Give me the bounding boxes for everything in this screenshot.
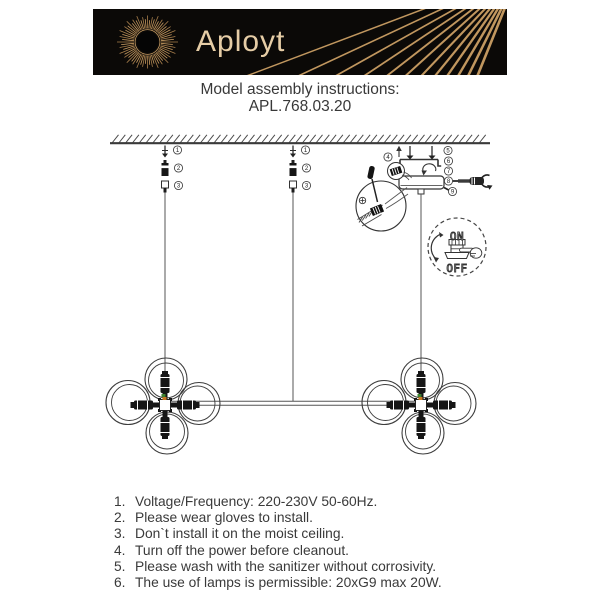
model-code: APL.768.03.20	[248, 98, 352, 115]
lamp-cluster-left	[106, 358, 220, 454]
screwdriver-icon	[367, 166, 375, 180]
callout-badge	[444, 146, 452, 154]
callout-badge	[173, 146, 181, 154]
callout-badge	[448, 187, 456, 195]
suspension-kit-center	[290, 146, 297, 402]
g9-bulb-icon	[417, 374, 426, 393]
svg-text:2: 2	[304, 166, 309, 173]
g9-bulb-icon	[177, 401, 196, 410]
callout-badge	[444, 157, 452, 165]
callout-badge	[384, 153, 392, 161]
cable-connector-icon	[290, 181, 297, 188]
callout-badge	[302, 181, 310, 189]
callout-badge	[301, 146, 309, 154]
instruction-item: 6. The use of lamps is permissible: 20xG9 max 20W.	[114, 575, 442, 591]
g9-bulb-icon	[161, 417, 170, 436]
cable-connector-icon	[162, 181, 169, 188]
instruction-item: 3. Don`t install it on the moist ceiling.	[114, 526, 345, 542]
callout-badge	[174, 164, 182, 172]
ceiling	[110, 135, 490, 143]
starburst-logo-icon	[117, 16, 178, 69]
svg-text:6: 6	[446, 159, 451, 166]
callout-badge	[302, 164, 310, 172]
svg-text:1: 1	[303, 148, 308, 155]
svg-text:1: 1	[175, 148, 180, 155]
brand-banner	[93, 9, 507, 75]
hub-icon	[160, 400, 171, 411]
g9-bulb-icon	[134, 401, 153, 410]
g9-bulb-icon	[433, 401, 452, 410]
svg-text:9: 9	[450, 189, 455, 196]
screwdriver-icon	[453, 177, 485, 185]
up-arrow-icon	[396, 146, 402, 151]
banner-art	[93, 9, 507, 75]
callout-badge	[444, 167, 452, 175]
pendant-rod	[167, 401, 419, 405]
callout-badge	[174, 181, 182, 189]
suspension-kit-left	[162, 146, 169, 373]
instruction-list	[114, 494, 514, 591]
switch-off-label: OFF	[446, 262, 468, 275]
anchor-icon	[290, 163, 297, 176]
g9-bulb-icon	[161, 374, 170, 393]
canopy-icon	[399, 176, 444, 189]
ceiling-screw-icon	[162, 154, 168, 158]
instruction-item: 2. Please wear gloves to install.	[114, 510, 313, 526]
switch-on-label: ON	[449, 230, 465, 243]
diagram-artwork	[106, 135, 493, 454]
instruction-item: 5. Please wash with the sanitizer without corrosivity.	[114, 558, 437, 574]
svg-text:3: 3	[304, 183, 309, 190]
sheet-title: Model assembly instructions:	[200, 81, 400, 98]
instruction-item: 4. Turn off the power before cleanout.	[114, 542, 349, 558]
svg-text:7: 7	[446, 169, 451, 176]
svg-text:5: 5	[446, 148, 450, 155]
ceiling-screw-icon	[290, 154, 296, 158]
assembly-diagram	[90, 125, 510, 490]
svg-text:3: 3	[176, 183, 181, 190]
brand-name: Aployt	[196, 25, 286, 58]
g9-bulb-icon	[417, 417, 426, 436]
callout-badge	[444, 177, 452, 185]
hub-icon	[416, 400, 427, 411]
lamp-cluster-right	[362, 358, 476, 454]
svg-text:4: 4	[386, 155, 390, 162]
svg-text:2: 2	[176, 166, 181, 173]
anchor-icon	[162, 163, 169, 176]
instruction-item: 1. Voltage/Frequency: 220-230V 50-60Hz.	[114, 494, 378, 509]
svg-text:8: 8	[446, 179, 451, 186]
g9-bulb-icon	[390, 401, 409, 410]
mounting-bracket-icon	[397, 160, 441, 167]
